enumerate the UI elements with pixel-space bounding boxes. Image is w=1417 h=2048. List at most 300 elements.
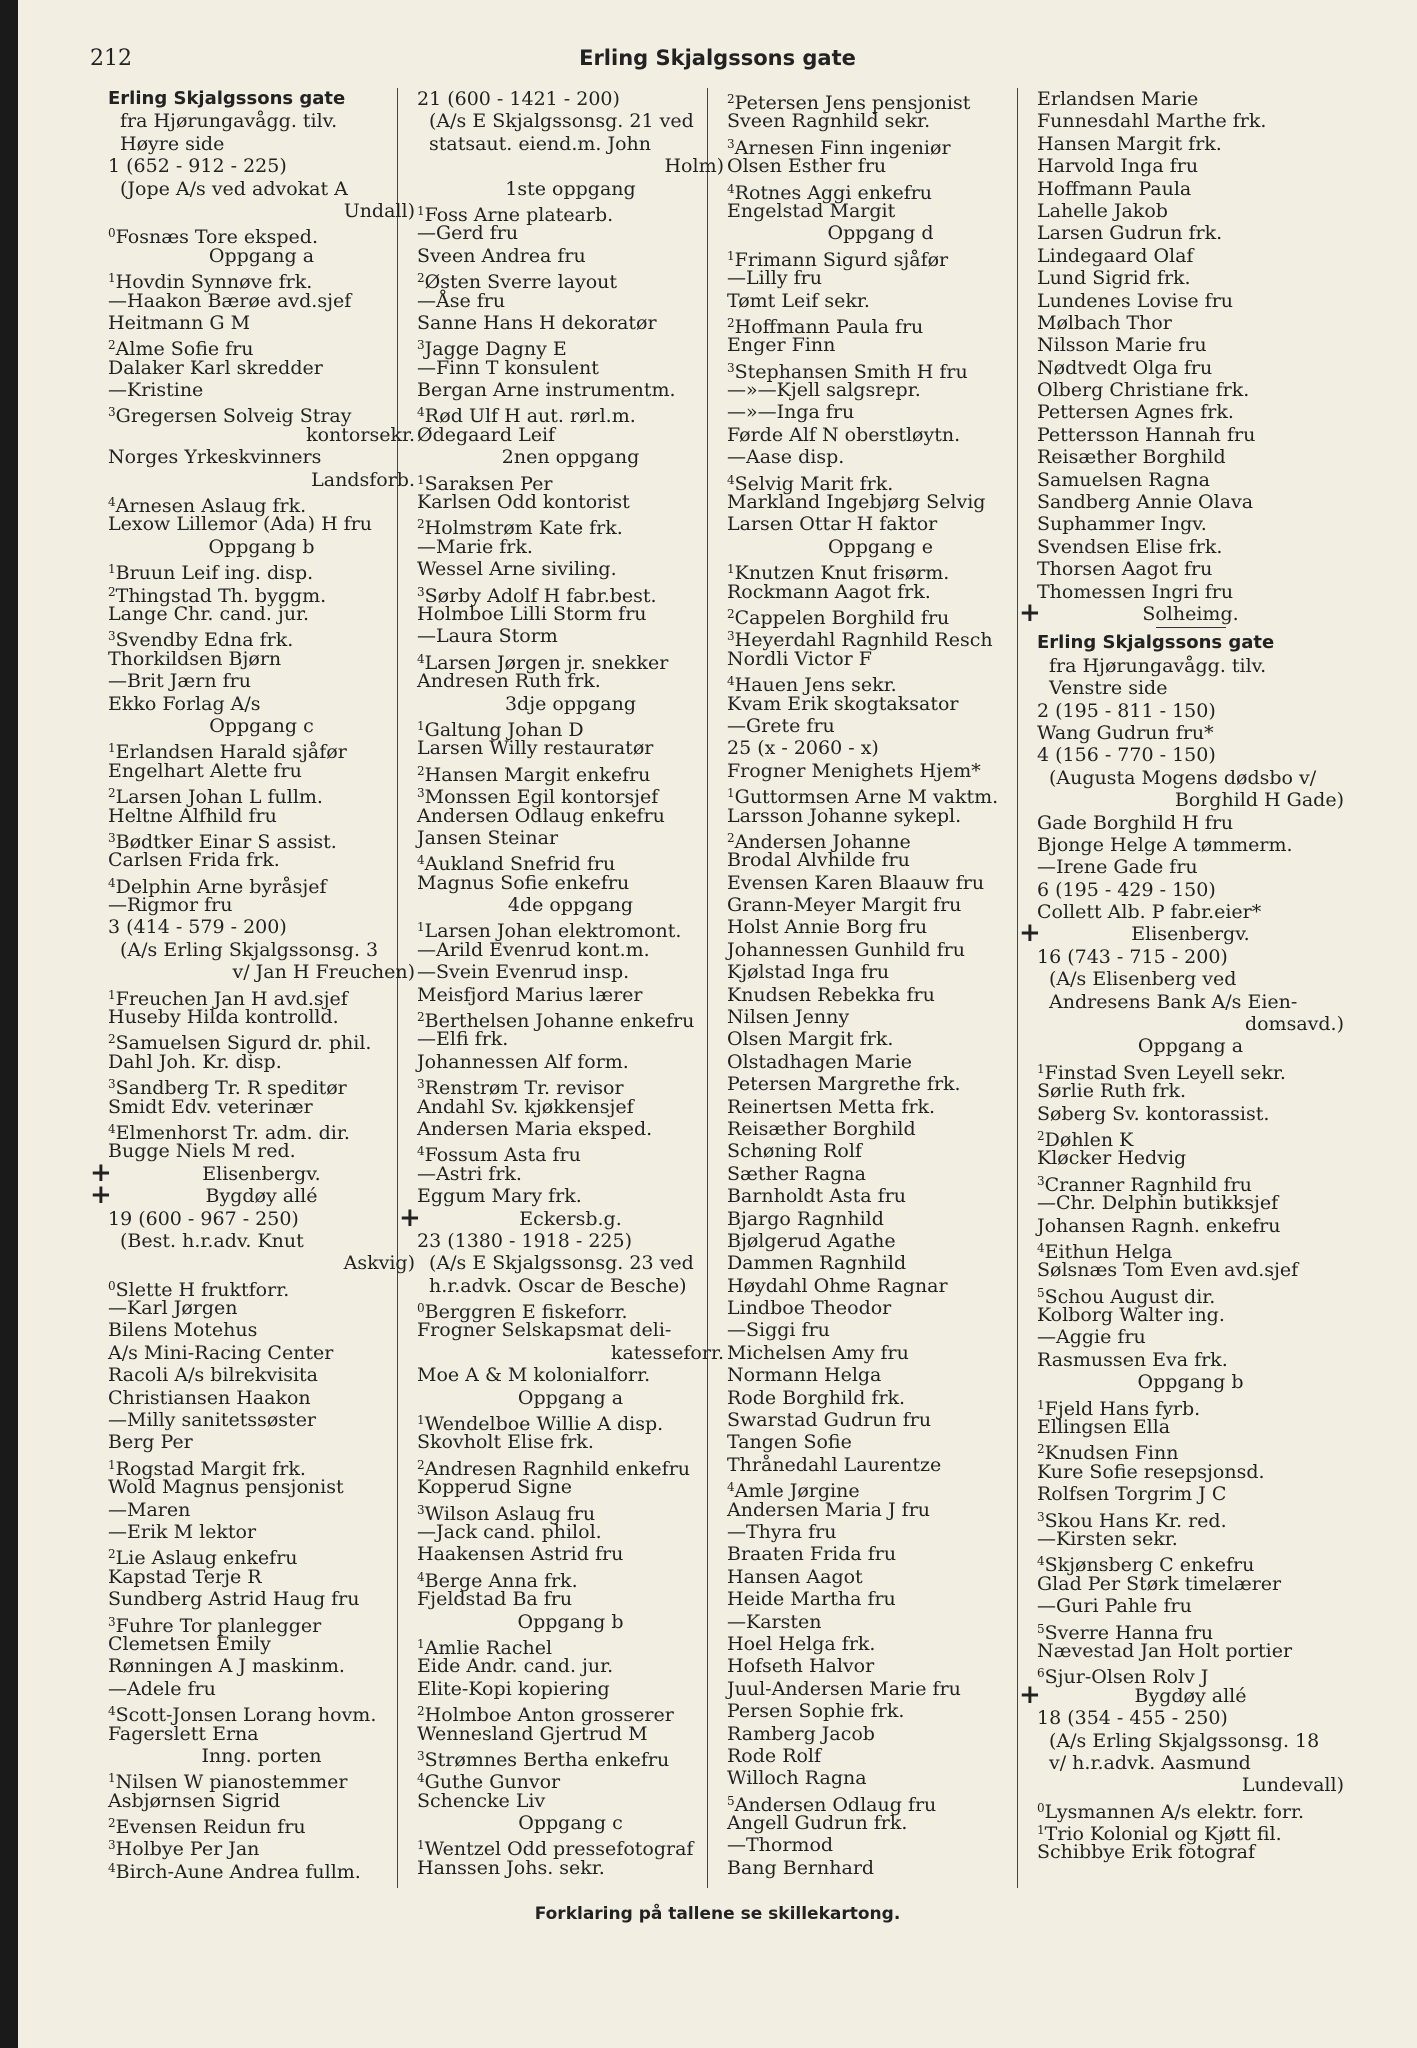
directory-entry bbox=[108, 1476, 415, 1498]
entry-text: Høyre side bbox=[120, 132, 225, 155]
directory-entry bbox=[108, 1521, 415, 1543]
directory-entry bbox=[727, 469, 1034, 495]
entry-note bbox=[108, 424, 415, 446]
directory-entry bbox=[727, 110, 1034, 132]
directory-entry bbox=[417, 245, 724, 267]
entry-text: Juul-Andersen Marie fru bbox=[727, 1677, 961, 1700]
stairway-heading bbox=[417, 178, 724, 200]
directory-entry bbox=[108, 1364, 415, 1386]
directory-entry bbox=[1037, 178, 1344, 200]
entry-text: Olstadhagen Marie bbox=[727, 1050, 912, 1073]
directory-entry bbox=[417, 1790, 724, 1812]
entry-text: Fjeldstad Ba fru bbox=[417, 1588, 573, 1611]
entry-text: Sæther Ragna bbox=[727, 1162, 866, 1185]
entry-text: Lie Aslaug enkefru bbox=[115, 1547, 298, 1570]
entry-text: Arnesen Finn ingeniør bbox=[734, 136, 951, 159]
entry-text: Oppgang b bbox=[208, 535, 315, 558]
entry-text: Inng. porten bbox=[201, 1744, 322, 1767]
directory-entry bbox=[727, 805, 1034, 827]
directory-entry bbox=[1037, 1304, 1344, 1326]
floor-number: 1 bbox=[1037, 1061, 1045, 1076]
entry-text: —Siggi fru bbox=[727, 1319, 830, 1342]
floor-number: 2 bbox=[108, 1816, 116, 1831]
entry-text: Heitmann G M bbox=[108, 311, 251, 334]
directory-entry bbox=[1037, 1170, 1344, 1196]
directory-entry bbox=[727, 1118, 1034, 1140]
entry-text: Undall) bbox=[343, 199, 415, 222]
entry-text: Wendelboe Willie A disp. bbox=[424, 1413, 664, 1436]
entry-text: 1ste oppgang bbox=[505, 177, 636, 200]
entry-text: 1 (652 - 912 - 225) bbox=[108, 155, 287, 178]
directory-entry bbox=[417, 1118, 724, 1140]
directory-entry bbox=[108, 1006, 415, 1028]
entry-text: Larsen Ottar H faktor bbox=[727, 513, 938, 536]
entry-text: Renstrøm Tr. revisor bbox=[424, 1077, 624, 1100]
entry-note bbox=[1037, 1752, 1344, 1774]
directory-entry bbox=[417, 1364, 724, 1386]
floor-number: 3 bbox=[417, 1077, 425, 1092]
directory-entry bbox=[1037, 1573, 1344, 1595]
entry-text: 16 (743 - 715 - 200) bbox=[1037, 945, 1228, 968]
house-number bbox=[417, 1230, 724, 1252]
entry-text: Normann Helga bbox=[727, 1364, 882, 1387]
entry-text: Bergan Arne instrumentm. bbox=[417, 379, 676, 402]
directory-entry bbox=[417, 1476, 724, 1498]
directory-entry bbox=[417, 1767, 724, 1794]
floor-number: 3 bbox=[1037, 1173, 1045, 1188]
entry-text: Berggren E fiskeforr. bbox=[424, 1301, 628, 1324]
directory-entry bbox=[108, 513, 415, 535]
entry-text: Nilsen Jenny bbox=[727, 1006, 850, 1029]
entry-text: Tømt Leif sekr. bbox=[727, 289, 870, 312]
street-heading bbox=[108, 88, 415, 110]
directory-entry bbox=[727, 1767, 1034, 1789]
floor-number: 4 bbox=[727, 181, 735, 196]
directory-entry bbox=[727, 1364, 1034, 1386]
directory-entry bbox=[108, 1723, 415, 1745]
directory-entry bbox=[1037, 267, 1344, 289]
directory-entry bbox=[108, 760, 415, 782]
entry-text: Johannessen Gunhild fru bbox=[727, 938, 965, 961]
entry-text: Swarstad Gudrun fru bbox=[727, 1409, 932, 1432]
floor-number: 4 bbox=[417, 1771, 425, 1786]
directory-entry bbox=[417, 1745, 724, 1771]
directory-entry bbox=[727, 693, 1034, 715]
entry-note bbox=[108, 1252, 415, 1274]
entry-text: Tangen Sofie bbox=[727, 1431, 852, 1454]
entry-text: Mølbach Thor bbox=[1037, 311, 1172, 334]
entry-text: h.r.advk. Oscar de Besche) bbox=[429, 1274, 687, 1297]
entry-text: Thrånedahl Laurentze bbox=[727, 1453, 942, 1476]
directory-entry bbox=[727, 446, 1034, 468]
directory-entry bbox=[727, 894, 1034, 916]
floor-number: 3 bbox=[108, 1614, 116, 1629]
directory-entry bbox=[108, 1812, 415, 1839]
entry-text: Aukland Snefrid fru bbox=[424, 853, 616, 876]
entry-text: Sandberg Tr. R speditør bbox=[115, 1077, 347, 1100]
floor-number: 1 bbox=[417, 472, 425, 487]
directory-entry bbox=[108, 782, 415, 809]
directory-entry bbox=[108, 1275, 415, 1301]
entry-text: Kapstad Terje R bbox=[108, 1565, 262, 1588]
entry-text: Schibbye Erik fotograf bbox=[1037, 1841, 1256, 1864]
entry-text: Sanne Hans H dekoratør bbox=[417, 311, 657, 334]
floor-number: 1 bbox=[417, 718, 425, 733]
entry-text: Angell Gudrun frk. bbox=[727, 1812, 908, 1835]
directory-entry bbox=[1037, 312, 1344, 334]
entry-text: —»—Inga fru bbox=[727, 401, 855, 424]
entry-text: —Guri Pahle fru bbox=[1037, 1595, 1192, 1618]
entry-text: Oppgang a bbox=[517, 1386, 624, 1409]
directory-entry bbox=[727, 1633, 1034, 1655]
entry-text: Huseby Hilda kontrolld. bbox=[108, 1006, 339, 1029]
directory-entry bbox=[1037, 1147, 1344, 1169]
floor-number: 4 bbox=[108, 875, 116, 890]
directory-entry bbox=[417, 469, 724, 495]
floor-number: 2 bbox=[417, 517, 425, 532]
entry-text: —Finn T konsulent bbox=[417, 356, 599, 379]
directory-entry bbox=[108, 1096, 415, 1118]
entry-text: Andresens Bank A/s Eien- bbox=[1049, 990, 1298, 1013]
entry-text: Barnholdt Asta fru bbox=[727, 1185, 907, 1208]
entry-text: —Grete fru bbox=[727, 714, 835, 737]
floor-number: 2 bbox=[108, 338, 116, 353]
floor-number: 1 bbox=[417, 920, 425, 935]
entry-note bbox=[1037, 991, 1344, 1013]
directory-entry bbox=[1037, 1528, 1344, 1550]
floor-number: 1 bbox=[108, 562, 116, 577]
directory-entry bbox=[417, 1096, 724, 1118]
entry-text: Reinertsen Metta frk. bbox=[727, 1095, 936, 1118]
entry-text: Søberg Sv. kontorassist. bbox=[1037, 1102, 1270, 1125]
entry-text: Scott-Jonsen Lorang hovm. bbox=[115, 1704, 377, 1727]
directory-entry bbox=[108, 1588, 415, 1610]
floor-number: 2 bbox=[727, 606, 735, 621]
directory-entry bbox=[727, 581, 1034, 603]
entry-text: Berge Anna frk. bbox=[424, 1569, 578, 1592]
floor-number: 2 bbox=[727, 830, 735, 845]
entry-text: Bang Bernhard bbox=[727, 1856, 875, 1879]
entry-text: Berthelsen Johanne enkefru bbox=[424, 1010, 695, 1033]
entry-text: Reisæther Borghild bbox=[727, 1117, 916, 1140]
entry-text: Bugge Niels M red. bbox=[108, 1140, 296, 1163]
entry-text: Suphammer Ingv. bbox=[1037, 513, 1207, 536]
directory-entry bbox=[108, 1543, 415, 1570]
entry-text: Svendsen Elise frk. bbox=[1037, 535, 1223, 558]
entry-text: Heltne Alfhild fru bbox=[108, 804, 277, 827]
floor-number: 3 bbox=[108, 405, 116, 420]
house-number bbox=[1037, 700, 1344, 722]
floor-number: 4 bbox=[417, 853, 425, 868]
directory-entry bbox=[727, 1185, 1034, 1207]
directory-entry bbox=[727, 603, 1034, 629]
entry-text: Kvam Erik skogtaksator bbox=[727, 692, 959, 715]
entry-text: Oppgang d bbox=[827, 222, 934, 245]
directory-entry bbox=[1037, 200, 1344, 222]
house-number bbox=[1037, 879, 1344, 901]
directory-entry bbox=[1037, 1394, 1344, 1420]
directory-entry bbox=[1037, 581, 1344, 603]
entry-text: Markland Ingebjørg Selvig bbox=[727, 491, 986, 514]
entry-text: Rotnes Aggi enkefru bbox=[734, 181, 933, 204]
entry-text: —Svein Evenrud insp. bbox=[417, 961, 630, 984]
directory-entry bbox=[108, 1387, 415, 1409]
entry-text: Engelhart Alette fru bbox=[108, 759, 302, 782]
entry-text: Ellingsen Ella bbox=[1037, 1416, 1171, 1439]
entry-text: Thingstad Th. byggm. bbox=[115, 584, 327, 607]
entry-text: —Laura Storm bbox=[417, 625, 558, 648]
floor-number: 2 bbox=[417, 1457, 425, 1472]
entry-text: Nilsen W pianostemmer bbox=[115, 1771, 348, 1794]
directory-entry bbox=[727, 1297, 1034, 1319]
entry-text: Østen Sverre layout bbox=[424, 271, 618, 294]
directory-entry bbox=[108, 491, 415, 518]
directory-entry bbox=[108, 1454, 415, 1480]
directory-entry bbox=[417, 670, 724, 692]
entry-text: kontorsekr. bbox=[306, 423, 415, 446]
directory-entry bbox=[108, 401, 415, 428]
entry-text: Clemetsen Emily bbox=[108, 1632, 271, 1655]
section-separator bbox=[1156, 627, 1226, 628]
entry-text: Eide Andr. cand. jur. bbox=[417, 1655, 614, 1678]
floor-number: 6 bbox=[1037, 1666, 1045, 1681]
directory-entry bbox=[727, 625, 1034, 652]
cross-street bbox=[90, 1157, 415, 1188]
entry-text: Andersen Odlaug fru bbox=[734, 1793, 937, 1816]
entry-text: Eggum Mary frk. bbox=[417, 1185, 582, 1208]
entry-text: Larsen Willy restauratør bbox=[417, 737, 654, 760]
cross-mark-icon: + bbox=[90, 1157, 112, 1188]
directory-entry bbox=[1037, 1058, 1344, 1084]
entry-text: Carlsen Frida frk. bbox=[108, 849, 280, 872]
floor-number: 2 bbox=[1037, 1128, 1045, 1143]
entry-text: Oppgang b bbox=[517, 1610, 624, 1633]
directory-entry bbox=[1037, 1326, 1344, 1348]
entry-text: Bjargo Ragnhild bbox=[727, 1207, 884, 1230]
directory-entry bbox=[727, 1319, 1034, 1341]
entry-text: Sundberg Astrid Haug fru bbox=[108, 1588, 360, 1611]
entry-text: Nævestad Jan Holt portier bbox=[1037, 1639, 1293, 1662]
directory-entry bbox=[727, 872, 1034, 894]
floor-number: 0 bbox=[108, 226, 116, 241]
entry-text: Døhlen K bbox=[1044, 1128, 1134, 1151]
directory-entry bbox=[727, 245, 1034, 271]
entry-text: Stephansen Smith H fru bbox=[734, 360, 968, 383]
entry-text: Holmboe Lilli Storm fru bbox=[417, 602, 647, 625]
directory-entry bbox=[108, 1409, 415, 1431]
directory-entry bbox=[1037, 1841, 1344, 1863]
entry-text: —Thyra fru bbox=[727, 1521, 837, 1543]
entry-text: Funnesdahl Marthe frk. bbox=[1037, 110, 1267, 133]
floor-number: 4 bbox=[417, 651, 425, 666]
directory-entry bbox=[417, 1700, 724, 1727]
directory-entry bbox=[108, 648, 415, 670]
entry-text: Ødegaard Leif bbox=[417, 423, 556, 446]
directory-entry bbox=[727, 1543, 1034, 1565]
floor-number: 3 bbox=[108, 830, 116, 845]
entry-note bbox=[1037, 1013, 1344, 1035]
directory-entry bbox=[1037, 379, 1344, 401]
directory-entry bbox=[1037, 1237, 1344, 1263]
entry-text: Gregersen Solveig Stray bbox=[115, 405, 352, 428]
directory-entry bbox=[727, 1678, 1034, 1700]
directory-entry bbox=[727, 1252, 1034, 1274]
directory-entry bbox=[1037, 1103, 1344, 1125]
directory-entry bbox=[1037, 1662, 1344, 1689]
house-number bbox=[417, 88, 724, 110]
floor-number: 2 bbox=[417, 271, 425, 286]
directory-entry bbox=[417, 1073, 724, 1100]
entry-text: Jagge Dagny E bbox=[424, 338, 567, 361]
directory-entry bbox=[417, 984, 724, 1006]
directory-entry bbox=[417, 1431, 724, 1453]
directory-entry bbox=[417, 805, 724, 827]
entry-text: Askvig) bbox=[343, 1252, 415, 1275]
directory-entry bbox=[1037, 1550, 1344, 1577]
stairway-heading bbox=[727, 536, 1034, 558]
directory-entry bbox=[1037, 722, 1344, 744]
entry-text: Skou Hans Kr. red. bbox=[1044, 1509, 1227, 1532]
directory-entry bbox=[727, 1521, 1034, 1543]
entry-text: Bjonge Helge A tømmerm. bbox=[1037, 833, 1293, 856]
directory-entry bbox=[417, 424, 724, 446]
entry-text: Olsen Esther fru bbox=[727, 155, 887, 178]
column-1 bbox=[90, 88, 415, 1883]
entry-text: (A/s E Skjalgssonsg. 21 ved bbox=[429, 110, 694, 133]
floor-number: 1 bbox=[108, 1771, 116, 1786]
entry-text: 6 (195 - 429 - 150) bbox=[1037, 878, 1216, 901]
entry-text: Rød Ulf H aut. rørl.m. bbox=[424, 405, 636, 428]
entry-text: 25 (x - 2060 - x) bbox=[727, 737, 879, 760]
stairway-heading bbox=[417, 1387, 724, 1409]
entry-text: Sørlie Ruth frk. bbox=[1037, 1080, 1187, 1103]
directory-entry bbox=[1037, 469, 1344, 491]
directory-entry bbox=[108, 312, 415, 334]
floor-number: 3 bbox=[417, 584, 425, 599]
entry-text: Schencke Liv bbox=[417, 1789, 546, 1812]
entry-text: —Kirsten sekr. bbox=[1037, 1528, 1178, 1550]
floor-number: 1 bbox=[727, 786, 735, 801]
entry-text: —Kristine bbox=[108, 379, 204, 402]
entry-text: Sveen Ragnhild sekr. bbox=[727, 110, 931, 133]
entry-text: Kolborg Walter ing. bbox=[1037, 1304, 1225, 1327]
stairway-heading bbox=[417, 1611, 724, 1633]
directory-entry bbox=[727, 648, 1034, 670]
entry-text: —Karsten bbox=[727, 1610, 822, 1633]
entry-text: —Adele fru bbox=[108, 1677, 216, 1700]
entry-text: katesseforr. bbox=[610, 1341, 724, 1364]
entry-note bbox=[108, 110, 415, 132]
directory-entry bbox=[1037, 334, 1344, 356]
directory-entry bbox=[108, 1790, 415, 1812]
entry-text: Kjølstad Inga fru bbox=[727, 961, 890, 984]
floor-number: 1 bbox=[108, 271, 116, 286]
directory-entry bbox=[417, 1028, 724, 1050]
entry-text: —Rigmor fru bbox=[108, 894, 233, 917]
directory-entry bbox=[727, 1611, 1034, 1633]
entry-text: —Elfi frk. bbox=[417, 1028, 509, 1051]
entry-text: Elmenhorst Tr. adm. dir. bbox=[115, 1121, 350, 1144]
directory-entry bbox=[727, 1140, 1034, 1162]
entry-text: Guttormsen Arne M vaktm. bbox=[734, 786, 999, 809]
directory-entry bbox=[417, 1834, 724, 1861]
entry-text: Holmstrøm Kate frk. bbox=[424, 517, 623, 540]
directory-entry bbox=[727, 1409, 1034, 1431]
floor-number: 2 bbox=[417, 1010, 425, 1025]
entry-note bbox=[1037, 1774, 1344, 1796]
directory-entry bbox=[417, 357, 724, 379]
directory-entry bbox=[108, 603, 415, 625]
directory-entry bbox=[1037, 1192, 1344, 1214]
entry-text: Venstre side bbox=[1049, 677, 1168, 700]
directory-entry bbox=[727, 290, 1034, 312]
entry-text: Evensen Reidun fru bbox=[115, 1816, 306, 1839]
entry-text: Dahl Joh. Kr. disp. bbox=[108, 1050, 282, 1073]
entry-text: v/ Jan H Freuchen) bbox=[232, 961, 415, 984]
directory-entry bbox=[727, 1163, 1034, 1185]
directory-entry bbox=[108, 581, 415, 607]
directory-entry bbox=[417, 782, 724, 809]
entry-text: Heyerdahl Ragnhild Resch bbox=[734, 629, 993, 652]
cross-street bbox=[90, 1180, 415, 1211]
directory-entry bbox=[108, 849, 415, 871]
floor-number: 2 bbox=[417, 763, 425, 778]
entry-text: Willoch Ragna bbox=[727, 1767, 867, 1790]
entry-text: Dammen Ragnhild bbox=[727, 1252, 907, 1275]
entry-text: Samuelsen Ragna bbox=[1037, 468, 1210, 491]
directory-entry bbox=[727, 1096, 1034, 1118]
entry-note bbox=[1037, 789, 1344, 811]
entry-text: Frogner Menighets Hjem* bbox=[727, 759, 981, 782]
entry-text: Nilsson Marie fru bbox=[1037, 334, 1207, 357]
directory-entry bbox=[727, 984, 1034, 1006]
entry-text: Berg Per bbox=[108, 1431, 193, 1454]
entry-text: Erlandsen Marie bbox=[1037, 88, 1199, 110]
entry-text: Meisfjord Marius lærer bbox=[417, 983, 643, 1006]
entry-text: Bruun Leif ing. disp. bbox=[115, 562, 314, 585]
directory-entry bbox=[1037, 1125, 1344, 1151]
directory-entry bbox=[108, 1073, 415, 1100]
directory-entry bbox=[727, 1230, 1034, 1252]
entry-text: Lahelle Jakob bbox=[1037, 199, 1168, 222]
floor-number: 4 bbox=[108, 1704, 116, 1719]
cross-street bbox=[1019, 597, 1344, 628]
floor-number: 3 bbox=[417, 338, 425, 353]
entry-text: Thomessen Ingri fru bbox=[1037, 580, 1234, 603]
entry-text: Lundevall) bbox=[1241, 1774, 1344, 1797]
entry-note bbox=[417, 1342, 724, 1364]
directory-entry bbox=[727, 424, 1034, 446]
directory-entry bbox=[417, 1857, 724, 1879]
entry-text: —Irene Gade fru bbox=[1037, 856, 1198, 879]
entry-text: A/s Mini-Racing Center bbox=[108, 1341, 334, 1364]
directory-entry bbox=[1037, 1438, 1344, 1465]
house-number bbox=[1037, 946, 1344, 968]
column-4 bbox=[1019, 88, 1344, 1864]
entry-text: —Thormod bbox=[727, 1834, 834, 1857]
directory-entry bbox=[1037, 901, 1344, 923]
directory-entry bbox=[417, 312, 724, 334]
directory-entry bbox=[417, 760, 724, 786]
directory-entry bbox=[417, 536, 724, 558]
directory-entry bbox=[727, 1342, 1034, 1364]
entry-text: Hovdin Synnøve frk. bbox=[115, 271, 313, 294]
directory-entry bbox=[727, 133, 1034, 159]
directory-entry bbox=[1037, 401, 1344, 423]
entry-note bbox=[108, 939, 415, 961]
directory-entry bbox=[1037, 133, 1344, 155]
entry-text: Hoel Helga frk. bbox=[727, 1632, 876, 1655]
